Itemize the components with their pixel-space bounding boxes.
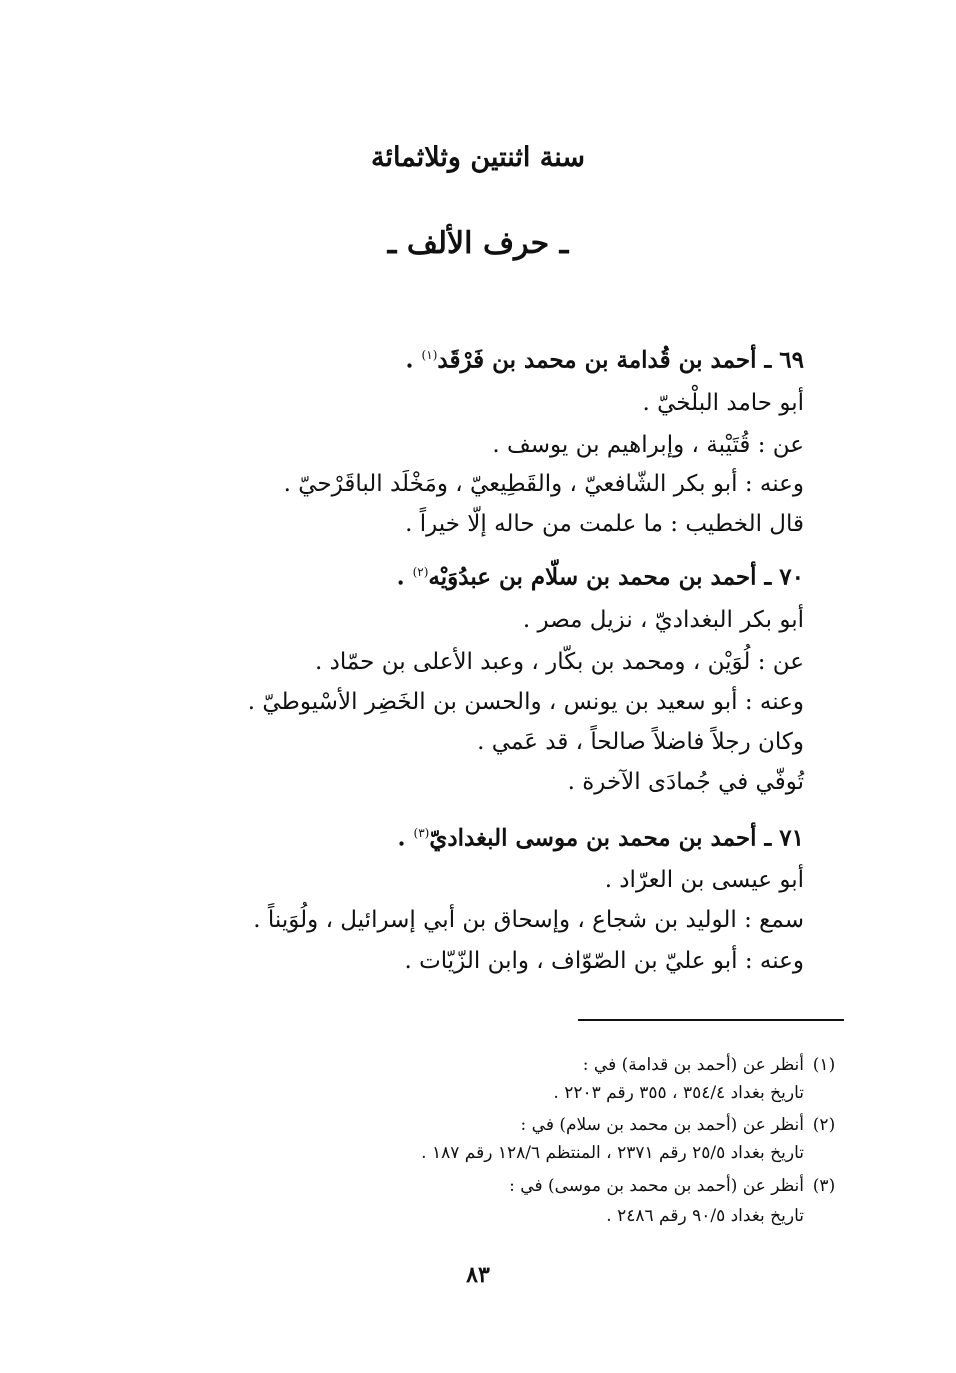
entry-line: تُوفّي في جُمادَى الآخرة .: [567, 769, 804, 795]
entry-heading-text: ٧١ ـ أحمد بن محمد بن موسى البغداديّ: [429, 824, 804, 852]
entry-line: أبو بكر البغداديّ ، نزيل مصر .: [522, 607, 804, 633]
entry-line: أبو عيسى بن العرّاد .: [604, 867, 804, 893]
footnote: [509, 1173, 844, 1199]
section-heading: ـ حرف الألف ـ: [387, 226, 569, 261]
entry-line: سمع : الوليد بن شجاع ، وإسحاق بن أبي إسرائيل ، ولُوَيناً .: [253, 907, 804, 933]
footnote-continuation: تاريخ بغداد ٣٥٤/٤ ، ٣٥٥ رقم ٢٢٠٣ .: [553, 1083, 804, 1103]
footnote-number: (٢): [812, 1115, 836, 1135]
footnote: [521, 1112, 844, 1138]
footnote-number: (٣): [812, 1176, 836, 1196]
entry-line: وعنه : أبو بكر الشّافعيّ ، والقَطِيعيّ ، ومَخْلَد الباقَرْحيّ .: [283, 471, 804, 497]
entry-line: وعنه : أبو عليّ بن الصّوّاف ، وابن الزّيّات .: [404, 948, 804, 974]
entry-line: أبو حامد البلْخيّ .: [642, 390, 804, 416]
entry-line: عن : لُوَيْن ، ومحمد بن بكّار ، وعبد الأعلى بن حمّاد .: [315, 649, 804, 675]
entry-line: وعنه : أبو سعيد بن يونس ، والحسن بن الخَضِر الأسْيوطيّ .: [247, 689, 804, 715]
entry-heading-text: ٦٩ ـ أحمد بن قُدامة بن محمد بن فَرْقَد: [437, 346, 804, 374]
footnote-ref: (٢): [412, 565, 429, 579]
footnote-continuation: تاريخ بغداد ٢٥/٥ رقم ٢٣٧١ ، المنتظم ١٢٨/٦ رقم ١٨٧ .: [421, 1143, 804, 1163]
entry-heading: ٧١ ـ أحمد بن محمد بن موسى البغداديّ$^{(٣)}$ .: [397, 824, 804, 852]
footnote-text: أنظر عن (أحمد بن محمد بن موسى) في :: [509, 1176, 804, 1196]
year-heading: سنة اثنتين وثلاثمائة: [370, 142, 586, 173]
entry-heading: ٦٩ ـ أحمد بن قُدامة بن محمد بن فَرْقَد$^{(١)}$ .: [405, 346, 804, 374]
footnote-ref: (١): [421, 348, 438, 362]
footnote-divider: [578, 1019, 844, 1021]
entry-line: قال الخطيب : ما علمت من حاله إلّا خيراً .: [405, 511, 804, 537]
entry-heading: ٧٠ ـ أحمد بن محمد بن سلّام بن عبدُوَيْه$^{(٢)}$ .: [396, 563, 804, 591]
page-number: ٨٣: [466, 1262, 490, 1288]
footnote-ref: (٣): [413, 826, 430, 840]
footnote-continuation: تاريخ بغداد ٩٠/٥ رقم ٢٤٨٦ .: [606, 1206, 804, 1226]
footnote-number: (١): [812, 1055, 836, 1075]
footnote: [583, 1052, 844, 1078]
entry-line: عن : قُتَيْبة ، وإبراهيم بن يوسف .: [492, 432, 804, 458]
entry-heading-text: ٧٠ ـ أحمد بن محمد بن سلّام بن عبدُوَيْه: [428, 563, 804, 591]
footnote-text: أنظر عن (أحمد بن محمد بن سلام) في :: [520, 1115, 804, 1135]
footnote-text: أنظر عن (أحمد بن قدامة) في :: [582, 1055, 804, 1075]
entry-line: وكان رجلاً فاضلاً صالحاً ، قد عَمي .: [477, 729, 804, 755]
